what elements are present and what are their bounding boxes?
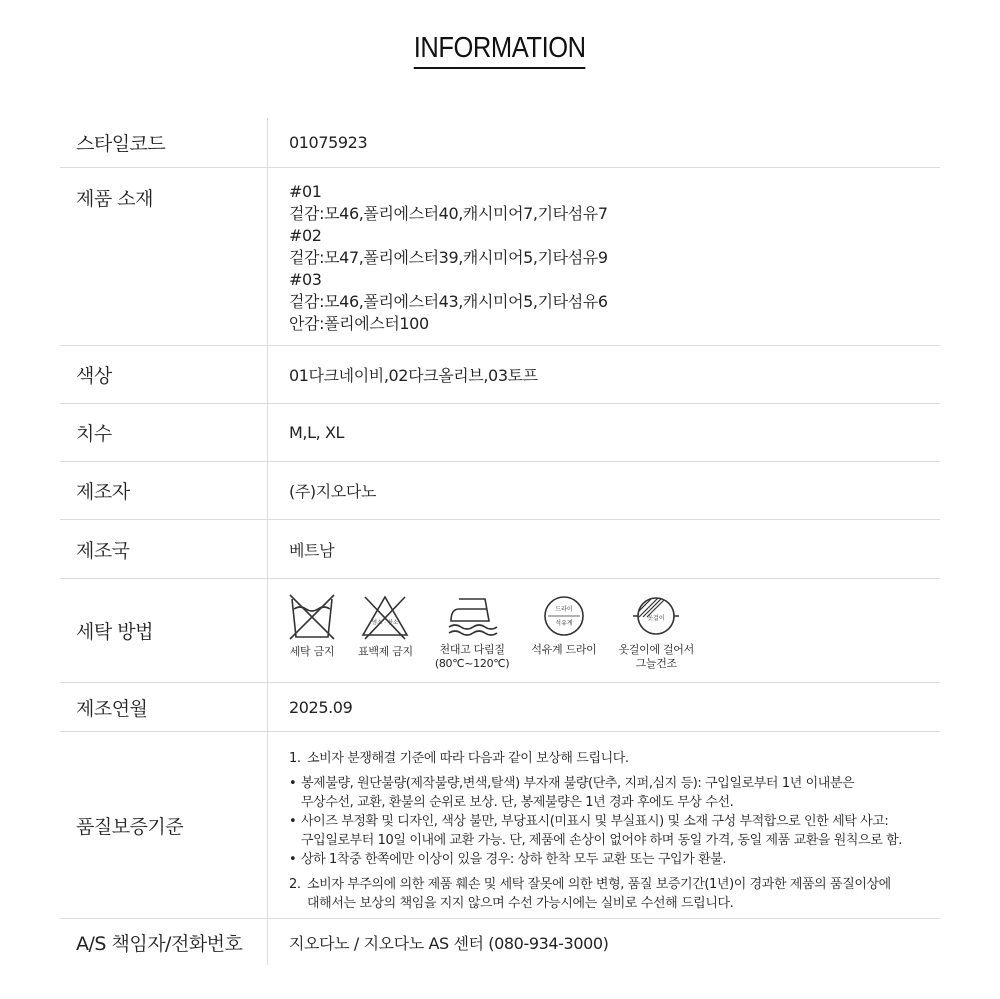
row-quality: [60, 732, 940, 919]
dry-clean-inner-top: 드라이: [555, 606, 573, 613]
row-maker: [60, 462, 940, 520]
maker-label: 제조자: [60, 462, 268, 519]
material-label: 제품 소재: [60, 168, 268, 345]
bullet-text: 상하 1착중 한쪽에만 이상이 있을 경우: 상하 한착 모두 교환 또는 구입가 환불.: [301, 852, 727, 867]
quality-item-text: 소비자 분쟁해결 기준에 따라 다음과 같이 보상해 드립니다.: [307, 751, 629, 766]
color-value: 01다크네이비,02다크올리브,03토프: [289, 366, 538, 385]
quality-item-continuation: 대해서는 보상의 책임을 지지 않으며 수선 가능시에는 실비로 수선해 드립니다.: [307, 896, 734, 911]
no-bleach-icon: [359, 593, 411, 641]
color-label: 색상: [60, 346, 268, 403]
material-line: #02: [289, 226, 322, 245]
as-value: 지오다노 / 지오다노 AS 센터 (080-934-3000): [289, 933, 609, 953]
size-value: M,L, XL: [289, 423, 345, 442]
date-value: 2025.09: [289, 697, 353, 717]
quality-value: [268, 732, 940, 918]
row-country: [60, 520, 940, 579]
product-info-table: [60, 118, 940, 965]
no-bleach-inner-text: 염소 · 산소: [372, 620, 399, 626]
country-label: 제조국: [60, 520, 268, 578]
material-line: #03: [289, 270, 322, 289]
quality-item-1: [289, 749, 940, 768]
hang-dry-inner-text: 옷걸이: [647, 615, 665, 622]
wash-item-hang-dry: [618, 593, 693, 671]
material-line: #01: [289, 182, 322, 201]
material-line: 겉감:모46,폴리에스터40,캐시미어7,기타섬유7: [289, 204, 608, 223]
material-line: 안감:폴리에스터100: [289, 314, 429, 333]
wash-caption: 천대고 다림질 (80℃~120℃): [434, 643, 510, 670]
bullet-text: 봉제불량, 원단불량(제작불량,변색,탈색) 부자재 불량(단추, 지퍼,심지 등): 구입일로부터 1년 이내분은: [301, 776, 855, 791]
maker-value: (주)지오다노: [289, 482, 376, 501]
bullet-dot: •: [289, 776, 297, 791]
wash-caption: 옷걸이에 걸어서 그늘건조: [618, 643, 694, 670]
wash-icons: [268, 579, 716, 682]
material-line: 겉감:모46,폴리에스터43,캐시미어5,기타섬유6: [289, 292, 608, 311]
quality-item-number: 1.: [289, 751, 301, 766]
bullet-text: 사이즈 부정확 및 디자인, 색상 불만, 부당표시(미표시 및 부실표시) 및 소재 구성 부적합으로 인한 세탁 사고:: [301, 814, 889, 829]
bullet-dot: •: [289, 852, 297, 867]
hang-dry-shade-icon: [631, 593, 681, 639]
style-code-label: 스타일코드: [60, 118, 268, 167]
iron-cloth-icon: [445, 593, 499, 639]
quality-bullet: [289, 850, 940, 869]
row-wash: [60, 579, 940, 683]
row-style-code: [60, 118, 940, 168]
quality-item-2: [289, 875, 940, 894]
bullet-continuation: 무상수선, 교환, 환불의 순위로 보상. 단, 봉제불량은 1년 경과 후에도 무상 수선.: [301, 795, 734, 810]
row-material: [60, 168, 940, 346]
style-code-value: 01075923: [289, 133, 368, 152]
wash-caption: 석유계 드라이: [531, 643, 597, 656]
material-line: 겉감:모47,폴리에스터39,캐시미어5,기타섬유9: [289, 248, 608, 267]
size-label: 치수: [60, 404, 268, 461]
quality-item-number: 2.: [289, 877, 301, 892]
row-after-service: [60, 919, 940, 965]
dry-clean-icon: [540, 593, 588, 639]
page-title-text: INFORMATION: [414, 30, 586, 69]
bullet-dot: •: [289, 814, 297, 829]
dry-clean-inner-bottom: 석유계: [555, 620, 573, 627]
quality-bullet: [289, 812, 940, 831]
wash-caption: 세탁 금지: [289, 645, 335, 658]
as-label: A/S 책임자/전화번호: [60, 919, 268, 965]
row-size: [60, 404, 940, 462]
wash-item-dry-clean: [531, 593, 596, 657]
no-wash-icon: [288, 593, 336, 641]
wash-label: 세탁 방법: [60, 579, 268, 682]
page-title: [0, 30, 1000, 69]
wash-item-no-wash: [288, 593, 336, 659]
date-label: 제조연월: [60, 683, 268, 731]
row-color: [60, 346, 940, 404]
quality-bullet: [289, 774, 940, 793]
row-manufacture-date: [60, 683, 940, 732]
quality-label: 품질보증기준: [60, 732, 268, 918]
wash-item-iron: [435, 593, 510, 671]
wash-caption: 표백제 금지: [358, 645, 413, 658]
country-value: 베트남: [289, 540, 335, 560]
bullet-continuation: 구입일로부터 10일 이내에 교환 가능. 단, 제품에 손상이 없어야 하며 동일 가격, 동일 제품 교환을 원칙으로 함.: [301, 833, 903, 848]
quality-item-text: 소비자 부주의에 의한 제품 훼손 및 세탁 잘못에 의한 변형, 품질 보증기간(1년)이 경과한 제품의 품질이상에: [307, 877, 891, 892]
material-value: [268, 168, 940, 345]
wash-item-no-bleach: [358, 593, 413, 659]
